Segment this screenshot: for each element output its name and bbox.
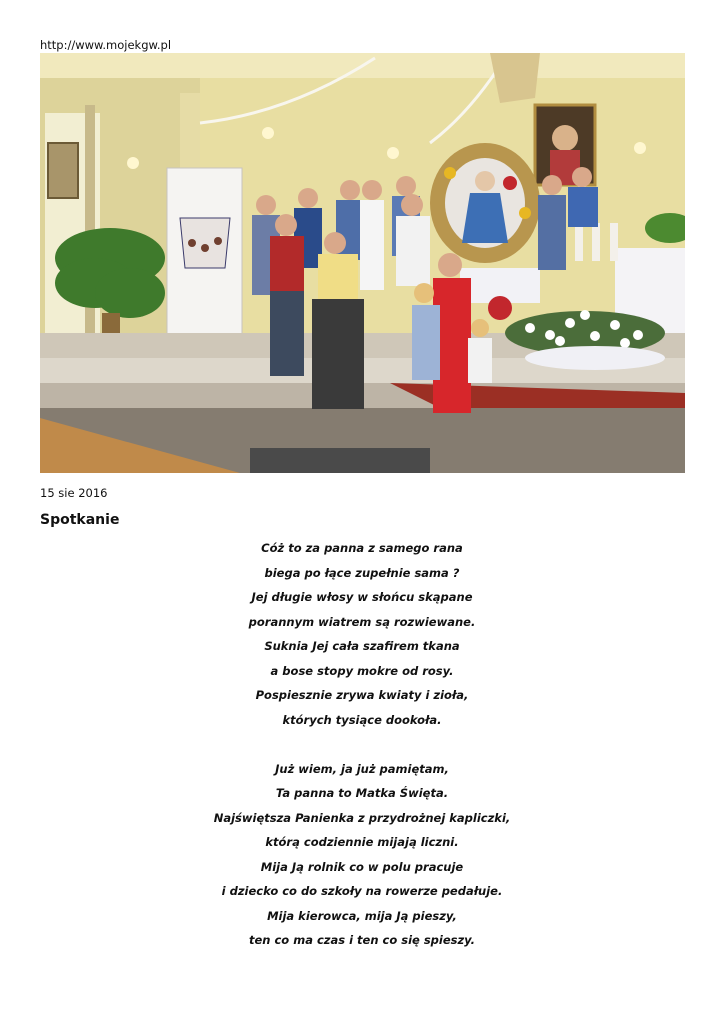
poem-line: Suknia Jej cała szafirem tkana: [264, 639, 460, 653]
church-interior-image: [40, 53, 685, 473]
poem-line: Jej długie włosy w słońcu skąpane: [251, 590, 473, 604]
poem-line: i dziecko co do szkoły na rowerze pedałuje.: [221, 884, 503, 898]
poem-line: Najświętsza Panienka z przydrożnej kapliczki,: [213, 810, 511, 825]
poem-line: Mija Ją rolnik co w polu pracuje: [260, 859, 464, 874]
poem-line: Już wiem, ja już pamiętam,: [275, 761, 449, 776]
poem-line: Mija kierowca, mija Ją pieszy,: [267, 908, 457, 923]
source-url[interactable]: http://www.mojekgw.pl: [40, 38, 172, 52]
group-photo: [40, 53, 685, 473]
poem-line: porannym wiatrem są rozwiewane.: [248, 614, 476, 629]
poem-line: Cóż to za panna z samego rana: [261, 541, 463, 555]
post-title: Spotkanie: [40, 512, 120, 528]
poem: [0, 538, 724, 955]
poem-line: biega po łące zupełnie sama ?: [264, 565, 460, 580]
poem-line: Pospiesznie zrywa kwiaty i zioła,: [255, 688, 469, 702]
post-date: 15 sie 2016: [40, 486, 108, 500]
poem-line: ten co ma czas i ten co się spieszy.: [249, 933, 475, 947]
poem-line: a bose stopy mokre od rosy.: [270, 663, 454, 678]
poem-line: którą codziennie mijają liczni.: [265, 835, 459, 849]
poem-line: Ta panna to Matka Święta.: [275, 786, 449, 800]
stanza-break: [0, 734, 724, 759]
poem-line: których tysiące dookoła.: [282, 712, 442, 727]
